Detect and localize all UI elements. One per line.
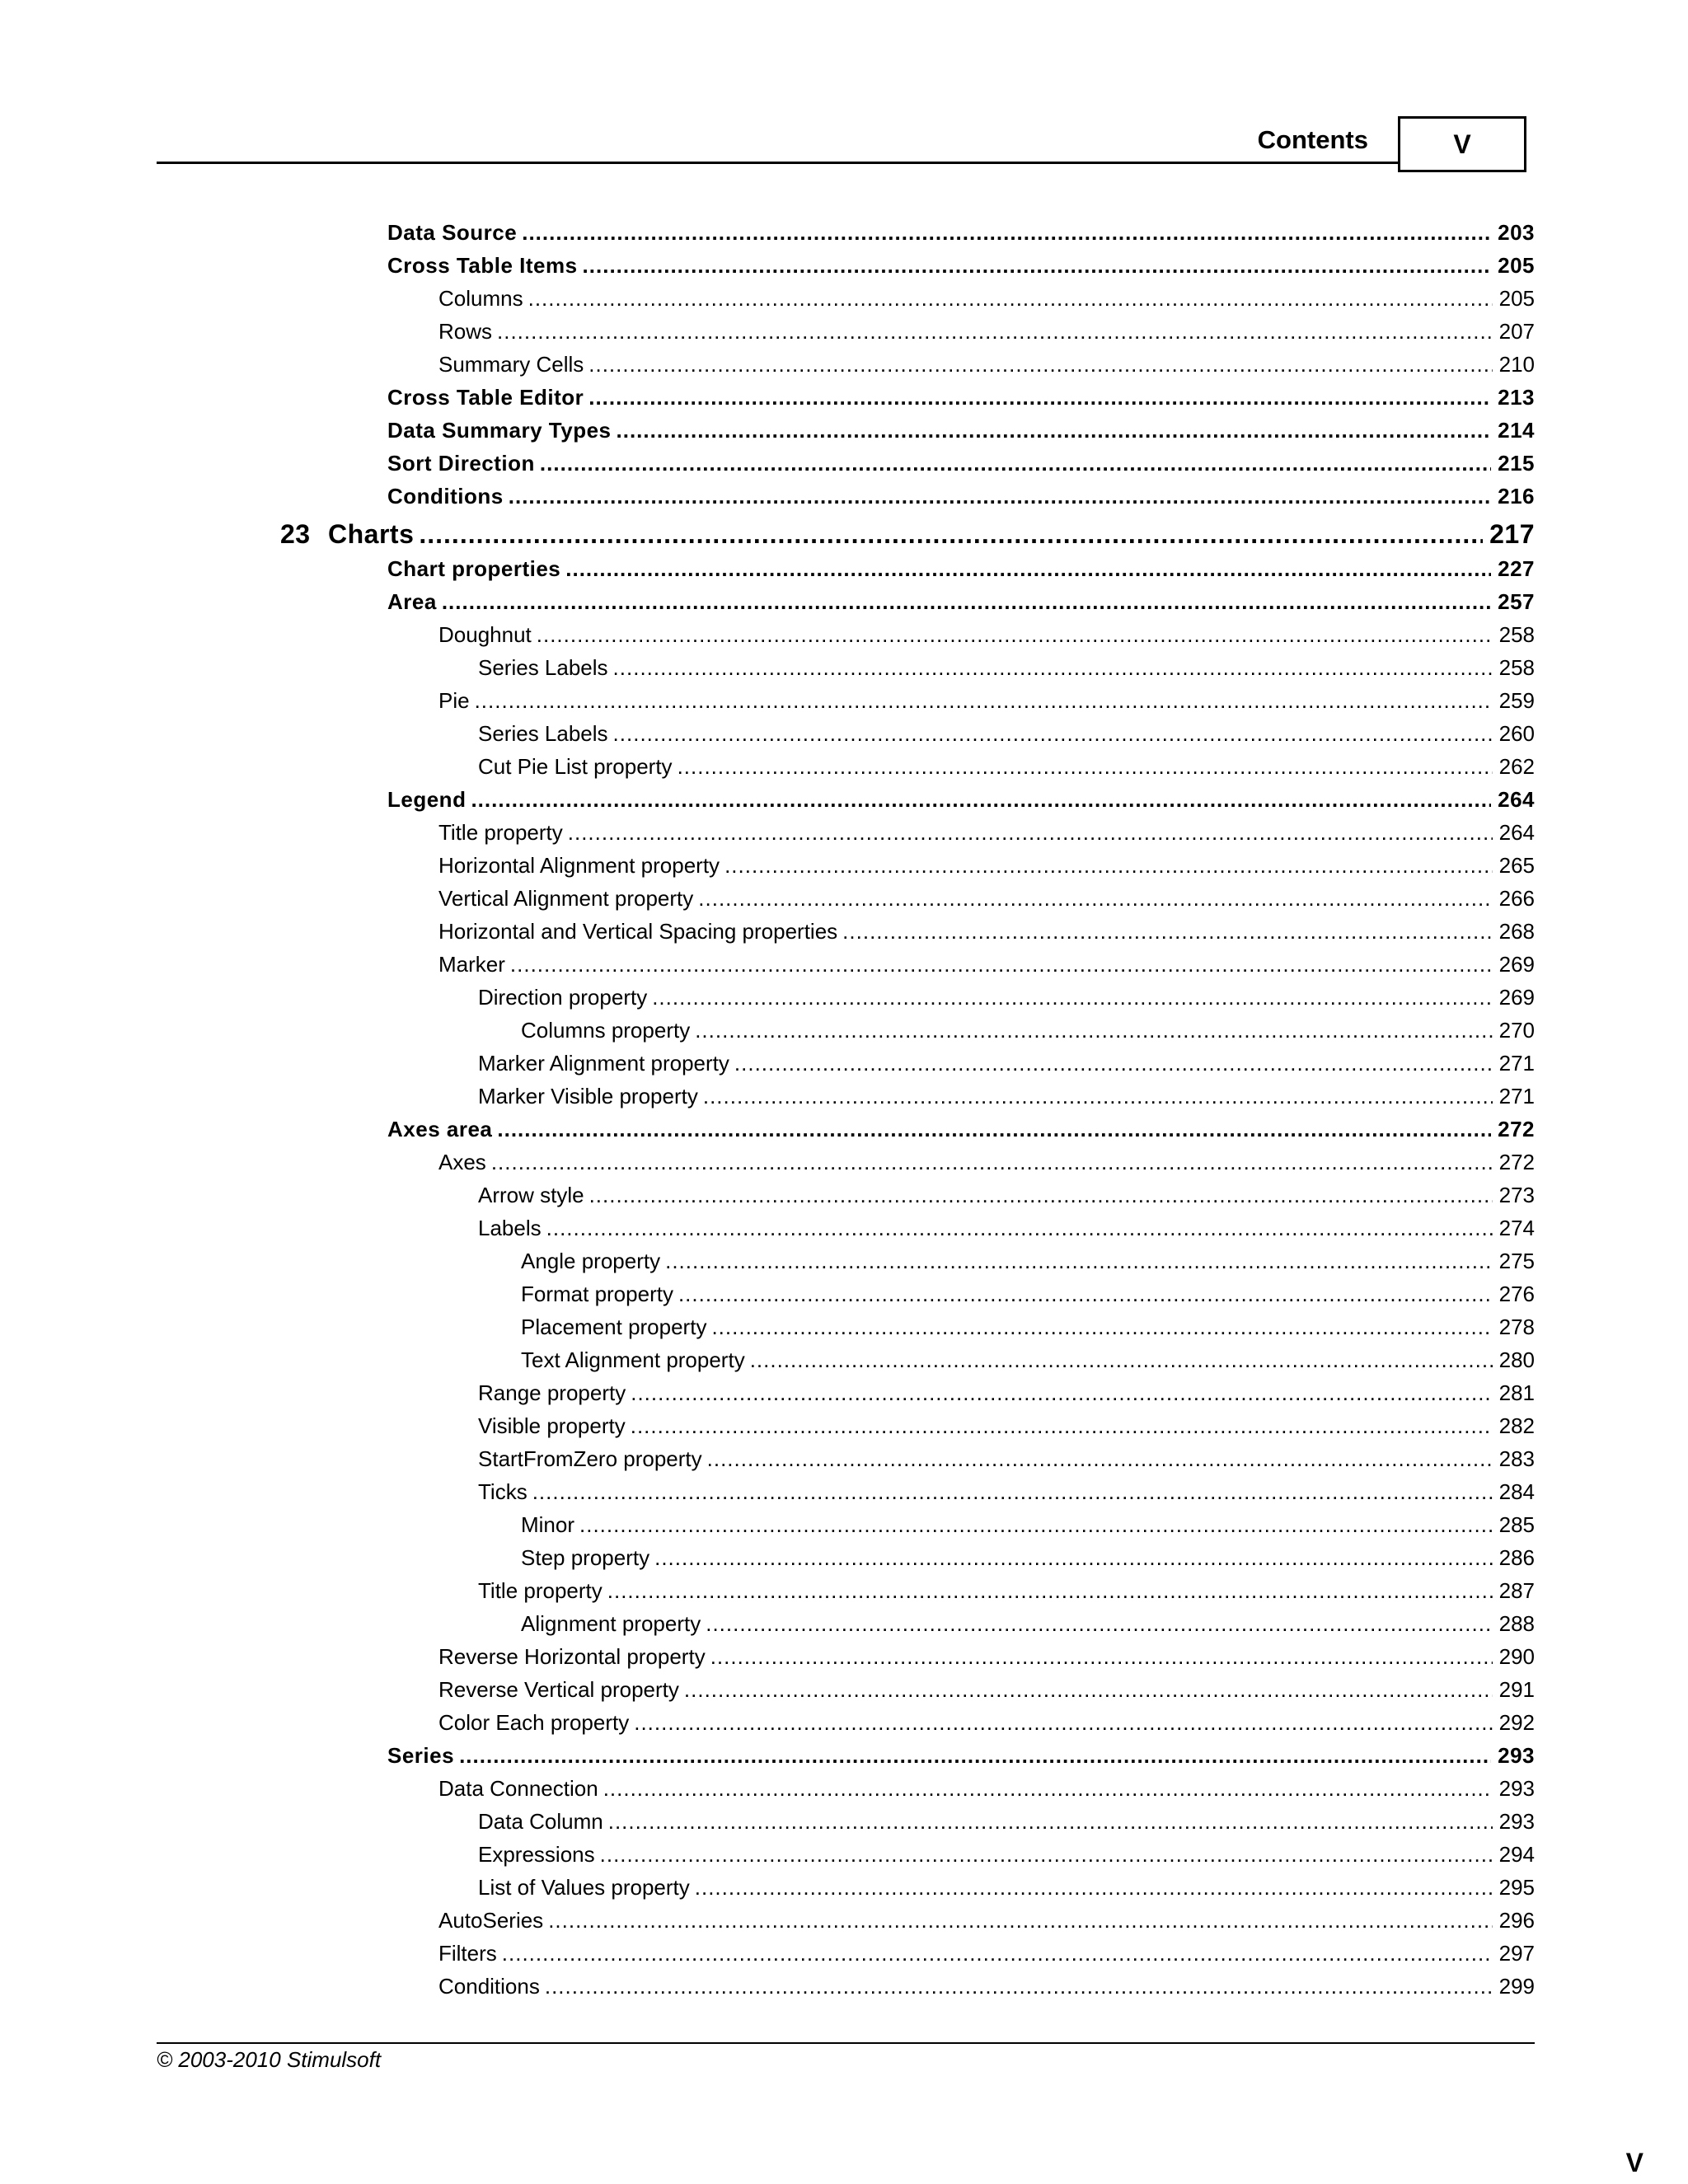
toc-entry-title: Vertical Alignment property [438, 886, 694, 911]
toc-entry-page: 270 [1498, 1018, 1535, 1043]
toc-leader-dots [613, 654, 1493, 681]
toc-chapter-number: 23 [280, 519, 311, 549]
toc-entry[interactable] [478, 1835, 1535, 1868]
toc-entry-title: Ticks [478, 1479, 528, 1504]
toc-leader-dots [532, 1479, 1493, 1505]
toc-entry-page: 205 [1498, 253, 1535, 278]
toc-entry-page: 271 [1498, 1084, 1535, 1108]
page-header-box: V [1398, 116, 1526, 172]
toc-entry-page: 273 [1498, 1183, 1535, 1207]
toc-entry-title: Chart properties [387, 556, 561, 581]
toc-entry[interactable] [478, 1406, 1535, 1439]
toc-entry-title: Series Labels [478, 721, 608, 746]
toc-leader-dots [537, 621, 1493, 648]
toc-entry[interactable] [478, 1175, 1535, 1208]
toc-entry-title: Title property [438, 820, 563, 845]
toc-entry-title: Columns [438, 286, 523, 311]
toc-entry-title: Data Source [387, 220, 518, 245]
toc-leader-dots [475, 687, 1493, 714]
toc-entry[interactable] [387, 377, 1535, 410]
toc-entry-title: Labels [478, 1216, 542, 1240]
toc-entry-page: 262 [1498, 754, 1535, 779]
toc-entry-page: 285 [1498, 1512, 1535, 1537]
toc-entry[interactable] [438, 681, 1535, 714]
toc-entry-page: 287 [1498, 1578, 1535, 1603]
toc-entry-title: Cross Table Editor [387, 385, 584, 410]
toc-entry-title: Doughnut [438, 622, 532, 647]
toc-entry-title: Data Summary Types [387, 418, 612, 443]
toc-entry-title: Range property [478, 1380, 626, 1405]
toc-entry[interactable] [438, 1637, 1535, 1670]
toc-entry-title: Cross Table Items [387, 253, 578, 278]
toc-entry[interactable] [438, 344, 1535, 377]
toc-entry-page: 296 [1498, 1908, 1535, 1933]
toc-entry-page: 293 [1498, 1743, 1535, 1768]
toc-entry-page: 284 [1498, 1479, 1535, 1504]
toc-leader-dots [528, 285, 1493, 312]
toc-entry-page: 295 [1498, 1875, 1535, 1900]
toc-entry-title: Placement property [521, 1315, 707, 1339]
toc-entry-title: Marker Alignment property [478, 1051, 729, 1076]
toc-entry[interactable] [478, 1472, 1535, 1505]
toc-leader-dots [522, 219, 1491, 246]
toc-entry-page: 216 [1498, 484, 1535, 509]
toc-entry-page: 214 [1498, 418, 1535, 443]
toc-entry-page: 276 [1498, 1282, 1535, 1306]
toc-entry-title: Conditions [438, 1974, 540, 1999]
toc-entry-title: Cut Pie List property [478, 754, 673, 779]
toc-leader-dots [497, 318, 1493, 344]
toc-entry-page: 286 [1498, 1545, 1535, 1570]
toc-entry[interactable] [521, 1307, 1535, 1340]
toc-entry-page: 260 [1498, 721, 1535, 746]
toc-entry-page: 265 [1498, 853, 1535, 878]
toc-entry-page: 210 [1498, 352, 1535, 377]
toc-entry[interactable] [438, 279, 1535, 312]
page-number: V [1625, 2148, 1643, 2177]
toc-entry-title: AutoSeries [438, 1908, 544, 1933]
toc-entry[interactable] [521, 1274, 1535, 1307]
toc-entry-page: 293 [1498, 1776, 1535, 1801]
toc-entry-title: Filters [438, 1941, 497, 1966]
toc-entry-page: 274 [1498, 1216, 1535, 1240]
toc-entry[interactable] [438, 1142, 1535, 1175]
toc-leader-dots [583, 252, 1492, 279]
toc-entry[interactable] [438, 1670, 1535, 1703]
toc-leader-dots [695, 1874, 1493, 1900]
toc-entry[interactable] [521, 1505, 1535, 1538]
toc-entry-title: Charts [328, 519, 415, 549]
toc-entry[interactable] [478, 648, 1535, 681]
toc-entry-title: Summary Cells [438, 352, 584, 377]
toc-entry-page: 258 [1498, 622, 1535, 647]
toc-entry-page: 271 [1498, 1051, 1535, 1076]
toc-entry-page: 268 [1498, 919, 1535, 944]
toc-leader-dots [545, 1973, 1493, 1999]
toc-entry-page: 205 [1498, 286, 1535, 311]
toc-entry-title: List of Values property [478, 1875, 690, 1900]
toc-leader-dots [548, 1907, 1492, 1933]
toc-entry[interactable] [387, 549, 1535, 582]
toc-entry-title: Axes [438, 1150, 486, 1174]
toc-leader-dots [471, 786, 1491, 813]
toc-entry-page: 257 [1498, 589, 1535, 614]
toc-leader-dots [459, 1742, 1491, 1769]
toc-entry-page: 203 [1498, 220, 1535, 245]
toc-entry[interactable] [438, 879, 1535, 912]
toc-leader-dots [707, 1446, 1493, 1472]
toc-entry[interactable] [438, 944, 1535, 977]
toc-leader-dots [568, 819, 1493, 846]
toc-leader-dots [589, 1182, 1493, 1208]
toc-entry-title: Sort Direction [387, 451, 535, 476]
toc-entry-title: Visible property [478, 1413, 626, 1438]
toc-entry-page: 292 [1498, 1710, 1535, 1735]
toc-entry[interactable] [521, 1010, 1535, 1043]
toc-leader-dots [711, 1314, 1492, 1340]
toc-entry[interactable] [521, 1604, 1535, 1637]
toc-entry[interactable] [478, 1439, 1535, 1472]
toc-entry-page: 288 [1498, 1611, 1535, 1636]
toc-entry-title: Marker Visible property [478, 1084, 698, 1108]
toc-leader-dots [665, 1248, 1493, 1274]
toc-entry-page: 207 [1498, 319, 1535, 344]
toc-entry-title: Columns property [521, 1018, 691, 1043]
toc-entry-page: 264 [1498, 787, 1535, 812]
toc-entry-page: 281 [1498, 1380, 1535, 1405]
toc-leader-dots [652, 984, 1492, 1010]
footer-copyright: © 2003-2010 Stimulsoft [157, 2047, 382, 2072]
toc-entry-page: 283 [1498, 1446, 1535, 1471]
toc-leader-dots [684, 1676, 1493, 1703]
toc-entry-title: StartFromZero property [478, 1446, 702, 1471]
toc-entry-page: 275 [1498, 1249, 1535, 1273]
toc-entry[interactable] [438, 1966, 1535, 1999]
toc-entry[interactable] [387, 476, 1535, 509]
toc-entry-title: Horizontal and Vertical Spacing properties [438, 919, 838, 944]
toc-entry-title: Horizontal Alignment property [438, 853, 720, 878]
toc-entry[interactable] [521, 1340, 1535, 1373]
toc-entry-title: Color Each property [438, 1710, 630, 1735]
toc-entry-page: 269 [1498, 985, 1535, 1010]
toc-entry-page: 264 [1498, 820, 1535, 845]
toc-leader-dots [631, 1413, 1493, 1439]
toc-entry-title: Data Connection [438, 1776, 598, 1801]
toc-entry-title: Rows [438, 319, 493, 344]
toc-entry[interactable] [438, 1769, 1535, 1802]
toc-entry[interactable] [438, 846, 1535, 879]
toc-entry-title: Direction property [478, 985, 648, 1010]
toc-entry[interactable] [478, 977, 1535, 1010]
toc-entry[interactable] [438, 813, 1535, 846]
toc-entry-title: Conditions [387, 484, 504, 509]
toc-leader-dots [491, 1149, 1493, 1175]
toc-leader-dots [607, 1577, 1493, 1604]
toc-entry-title: Text Alignment property [521, 1347, 745, 1372]
toc-leader-dots [654, 1544, 1493, 1571]
toc-leader-dots [750, 1347, 1493, 1373]
toc-entry-title: Data Column [478, 1809, 603, 1834]
toc-entry-page: 293 [1498, 1809, 1535, 1834]
toc-entry[interactable] [387, 443, 1535, 476]
toc-entry[interactable] [521, 1538, 1535, 1571]
toc-entry[interactable] [387, 582, 1535, 615]
toc-entry[interactable] [478, 747, 1535, 780]
toc-leader-dots [588, 384, 1491, 410]
toc-entry-title: Angle property [521, 1249, 661, 1273]
toc-entry[interactable] [387, 1109, 1535, 1142]
footer-rule [157, 2042, 1535, 2044]
toc-leader-dots [710, 1643, 1493, 1670]
toc-leader-dots [600, 1841, 1493, 1868]
toc-entry-page: 227 [1498, 556, 1535, 581]
toc-entry[interactable] [387, 213, 1535, 246]
toc-leader-dots [678, 1281, 1493, 1307]
toc-entry[interactable] [478, 1043, 1535, 1076]
toc-leader-dots [502, 1940, 1493, 1966]
toc-leader-dots [698, 885, 1492, 912]
toc-entry-title: Series [387, 1743, 455, 1768]
toc-entry[interactable] [438, 1900, 1535, 1933]
toc-entry[interactable] [521, 1241, 1535, 1274]
toc-entry[interactable] [478, 1802, 1535, 1835]
toc-leader-dots [540, 450, 1491, 476]
toc-entry-page: 278 [1498, 1315, 1535, 1339]
toc-leader-dots [724, 852, 1493, 879]
toc-leader-dots [734, 1050, 1493, 1076]
toc-entry-title: Minor [521, 1512, 575, 1537]
toc-leader-dots [509, 483, 1491, 509]
toc-entry[interactable] [387, 246, 1535, 279]
toc-entry[interactable] [387, 1736, 1535, 1769]
toc-entry[interactable] [438, 1703, 1535, 1736]
toc-leader-dots [546, 1215, 1493, 1241]
toc-entry-page: 269 [1498, 952, 1535, 977]
toc-entry[interactable] [387, 410, 1535, 443]
toc-entry-title: Series Labels [478, 655, 608, 680]
toc-entry-title: Alignment property [521, 1611, 701, 1636]
toc-leader-dots [603, 1775, 1493, 1802]
toc-entry-page: 282 [1498, 1413, 1535, 1438]
toc-entry-title: Expressions [478, 1842, 595, 1867]
toc-entry[interactable] [478, 1208, 1535, 1241]
toc-leader-dots [497, 1116, 1491, 1142]
header-rule [157, 162, 1400, 164]
toc-leader-dots [631, 1380, 1492, 1406]
toc-leader-dots [419, 521, 1483, 547]
toc-chapter-entry[interactable] [280, 511, 1535, 547]
toc-leader-dots [510, 951, 1493, 977]
toc-entry-page: 290 [1498, 1644, 1535, 1669]
toc-entry-page: 258 [1498, 655, 1535, 680]
toc-entry[interactable] [478, 1373, 1535, 1406]
toc-entry-title: Area [387, 589, 437, 614]
toc-leader-dots [703, 1083, 1493, 1109]
toc-entry-title: Title property [478, 1578, 603, 1603]
toc-leader-dots [706, 1610, 1492, 1637]
toc-entry-title: Arrow style [478, 1183, 584, 1207]
toc-entry-page: 259 [1498, 688, 1535, 713]
toc-entry-title: Reverse Horizontal property [438, 1644, 706, 1669]
toc-leader-dots [613, 720, 1493, 747]
toc-entry-page: 280 [1498, 1347, 1535, 1372]
toc-entry[interactable] [478, 1571, 1535, 1604]
toc-leader-dots [695, 1017, 1492, 1043]
toc-entry-page: 297 [1498, 1941, 1535, 1966]
toc-entry[interactable] [478, 1868, 1535, 1900]
toc-entry-title: Pie [438, 688, 470, 713]
page-header-title: Contents [1257, 125, 1368, 154]
toc-entry-page: 266 [1498, 886, 1535, 911]
toc-entry[interactable] [438, 312, 1535, 344]
toc-entry-page: 215 [1498, 451, 1535, 476]
toc-entry-title: Axes area [387, 1117, 493, 1141]
toc-leader-dots [617, 417, 1492, 443]
toc-entry-page: 272 [1498, 1117, 1535, 1141]
toc-entry-page: 213 [1498, 385, 1535, 410]
toc-entry-page: 217 [1489, 519, 1535, 549]
toc-entry[interactable] [438, 1933, 1535, 1966]
toc-leader-dots [565, 555, 1491, 582]
toc-entry-page: 291 [1498, 1677, 1535, 1702]
toc-entry-title: Step property [521, 1545, 650, 1570]
toc-entry-title: Format property [521, 1282, 673, 1306]
toc-entry[interactable] [478, 714, 1535, 747]
toc-entry[interactable] [438, 912, 1535, 944]
toc-entry[interactable] [387, 780, 1535, 813]
toc-entry-title: Legend [387, 787, 467, 812]
toc-entry[interactable] [438, 615, 1535, 648]
toc-entry[interactable] [478, 1076, 1535, 1109]
toc-leader-dots [678, 753, 1493, 780]
toc-leader-dots [579, 1511, 1493, 1538]
toc-entry-title: Reverse Vertical property [438, 1677, 679, 1702]
toc-leader-dots [842, 918, 1492, 944]
toc-leader-dots [588, 351, 1492, 377]
toc-entry-page: 272 [1498, 1150, 1535, 1174]
toc-entry-page: 294 [1498, 1842, 1535, 1867]
toc-entry-page: 299 [1498, 1974, 1535, 1999]
toc-entry-title: Marker [438, 952, 505, 977]
toc-leader-dots [442, 588, 1491, 615]
toc-leader-dots [634, 1709, 1492, 1736]
toc-leader-dots [608, 1808, 1493, 1835]
